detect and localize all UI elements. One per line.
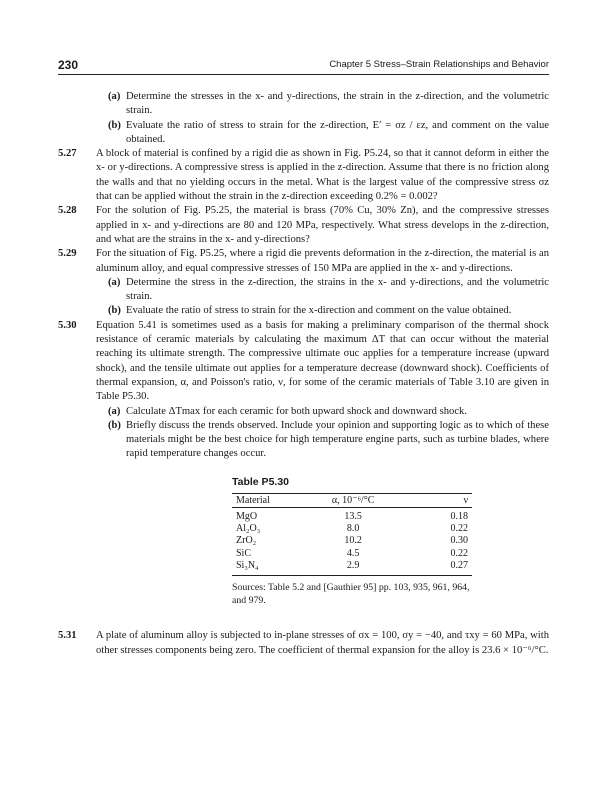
table-row bbox=[232, 535, 472, 547]
column-header: α, 10⁻⁶/°C bbox=[305, 493, 402, 507]
part-text: Briefly discuss the trends observed. Include your opinion and supporting logic as to which of these materials might be the best choice for high temperature engine parts, such as turbine blades, where rapid temperature changes occur. bbox=[126, 419, 549, 460]
part-label: (b) bbox=[108, 305, 121, 317]
data-table bbox=[232, 493, 472, 576]
part-label: (b) bbox=[108, 119, 121, 131]
part-text: Determine the stress in the z-direction, the strains in the x- and y-directions, and the volumetric strain. bbox=[126, 276, 549, 303]
table-row bbox=[232, 548, 472, 560]
spacer bbox=[58, 607, 549, 629]
problem-5-29-part-a bbox=[58, 276, 549, 305]
problem-number: 5.27 bbox=[58, 148, 77, 160]
part-text: Evaluate the ratio of stress to strain for the z-direction, E′ = σz / εz, and comment on the value obtained. bbox=[126, 119, 549, 145]
table-cell: 0.18 bbox=[450, 510, 468, 522]
table-cell: ZrO₂ bbox=[236, 535, 257, 547]
column-header: ν bbox=[402, 493, 472, 507]
table-cell: MgO bbox=[236, 510, 258, 522]
problem-5-29-part-b bbox=[58, 304, 549, 318]
problem-text: Equation 5.41 is sometimes used as a basis for making a preliminary comparison of the thermal shock resistance of ceramic materials by calculating the maximum ΔT that can occur without the material reaching its ultimate strength. The compressive ultimate σuc applies for a temperature increase (upward shock), and the tensile ultimate σut applies for a temperature decrease (downward shock). Coefficients of thermal expansion, α, and Poisson's ratio, ν, for some of the ceramic materials of Table 3.10 are given in Table P5.30. bbox=[96, 319, 549, 403]
running-head: Chapter 5 Stress–Strain Relationships and Behavior bbox=[329, 59, 549, 70]
table-cell: 8.0 bbox=[346, 523, 360, 535]
column-header: Material bbox=[232, 493, 305, 507]
problem-5-29 bbox=[58, 247, 549, 276]
part-label: (b) bbox=[108, 419, 121, 431]
table-cell: SiC bbox=[236, 547, 252, 559]
problem-5-27 bbox=[58, 147, 549, 204]
problem-text: For the solution of Fig. P5.25, the material is brass (70% Cu, 30% Zn), and the compressive stresses applied in x- and y-directions are 80 and 120 MPa, respectively. What stress develops in the z-direction, and what are the strains in the x- and y-directions? bbox=[96, 205, 549, 245]
table-title: Table P5.30 bbox=[232, 475, 290, 488]
problem-number: 5.28 bbox=[58, 205, 77, 217]
problem-5-31 bbox=[58, 629, 549, 658]
part-label: (a) bbox=[108, 91, 121, 102]
table-row bbox=[232, 507, 472, 523]
problem-5-28 bbox=[58, 204, 549, 247]
problem-5-30 bbox=[58, 319, 549, 405]
table-cell: 0.22 bbox=[450, 523, 468, 535]
table-p5-30 bbox=[232, 476, 472, 607]
part-text: Determine the stresses in the x- and y-directions, the strain in the z-direction, and the volumetric strain. bbox=[126, 91, 549, 117]
part-text: Evaluate the ratio of stress to strain for the x-direction and comment on the value obtained. bbox=[126, 305, 512, 317]
table-cell: 0.30 bbox=[450, 535, 468, 547]
problem-text: A block of material is confined by a rigid die as shown in Fig. P5.24, so that it cannot deform in either the x- or y-directions. A compressive stress is applied in the z-direction. Assume that there is no friction along the walls and that no yielding occurs in the metal. What is the largest value of the compressive stress σz that can be applied without the strain in the z-direction exceeding 0.2% = 0.002? bbox=[96, 148, 549, 203]
table-row bbox=[232, 523, 472, 535]
table-cell: 0.27 bbox=[402, 560, 472, 576]
part-b-carryover bbox=[58, 119, 549, 148]
problem-5-30-part-a bbox=[58, 405, 549, 419]
table-cell: Al₂O₃ bbox=[236, 523, 261, 535]
part-a-carryover bbox=[58, 90, 549, 119]
table-cell: 10.2 bbox=[344, 535, 362, 547]
problem-text: A plate of aluminum alloy is subjected to in-plane stresses of σx = 100, σy = −40, and τxy = 60 MPa, with other stresses components being zero. The coefficient of thermal expansion for the alloy is 23.6 × 10⁻⁶/°C. bbox=[96, 630, 549, 656]
part-label: (a) bbox=[108, 276, 121, 288]
table-cell: 0.22 bbox=[450, 547, 468, 559]
problem-number: 5.29 bbox=[58, 248, 77, 260]
table-sources: Sources: Table 5.2 and [Gauthier 95] pp. 103, 935, 961, 964, and 979. bbox=[232, 582, 470, 607]
part-label: (a) bbox=[108, 405, 121, 417]
page-header bbox=[58, 58, 549, 75]
problem-5-30-part-b bbox=[58, 419, 549, 462]
problem-number: 5.30 bbox=[58, 319, 77, 331]
page-body bbox=[58, 90, 549, 658]
table-cell: 2.9 bbox=[305, 560, 402, 576]
table-row bbox=[232, 560, 472, 576]
table-cell: Si₃N₄ bbox=[232, 560, 305, 576]
table-header-row bbox=[232, 493, 472, 507]
problem-text: For the situation of Fig. P5.25, where a rigid die prevents deformation in the z-direction, the material is an aluminum alloy, and equal compressive stresses of 150 MPa are applied in the x- and y-directions. bbox=[96, 248, 549, 274]
table-cell: 13.5 bbox=[344, 510, 362, 522]
table-cell: 4.5 bbox=[346, 547, 360, 559]
part-text: Calculate ΔTmax for each ceramic for both upward shock and downward shock. bbox=[126, 405, 467, 417]
problem-number: 5.31 bbox=[58, 630, 77, 642]
page-number: 230 bbox=[58, 58, 79, 72]
